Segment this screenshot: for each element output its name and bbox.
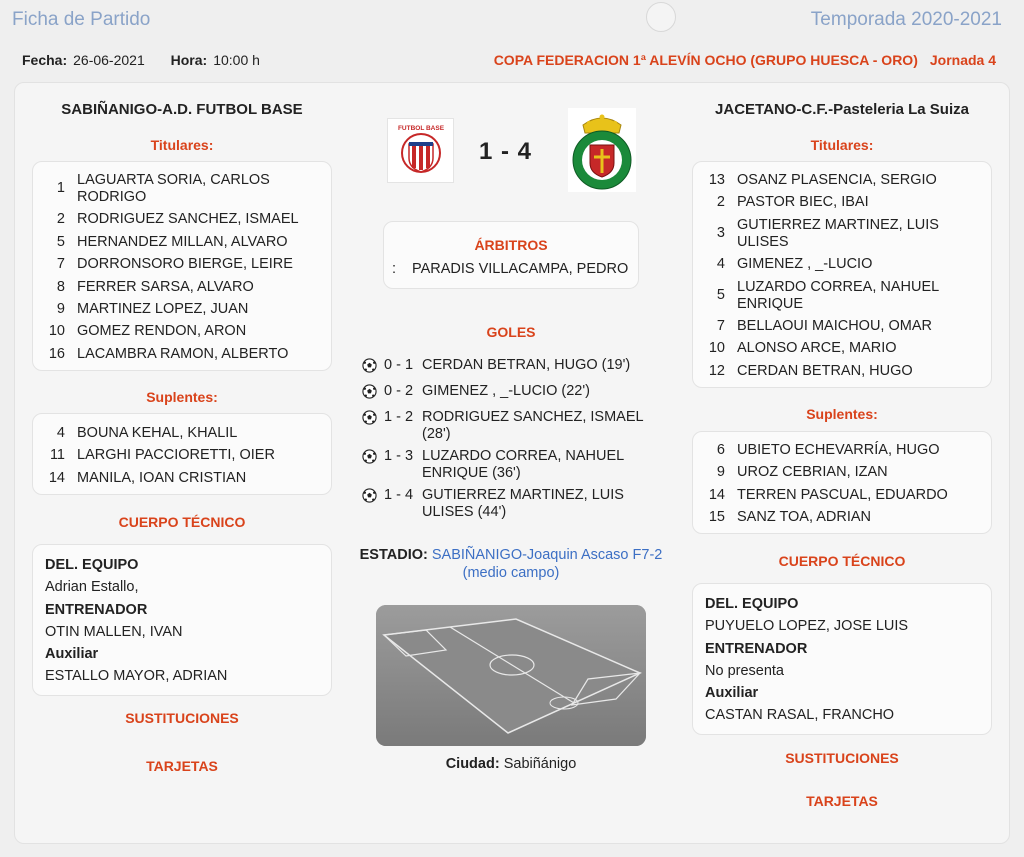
- player-row[interactable]: [693, 340, 991, 357]
- ciudad-label: Ciudad:: [445, 756, 500, 772]
- player-row[interactable]: [693, 256, 991, 273]
- staff-role: DEL. EQUIPO: [705, 596, 799, 612]
- away-sustituciones-title[interactable]: SUSTITUCIONES: [785, 750, 899, 766]
- goal-scorer: GIMENEZ , _-LUCIO (22'): [422, 383, 590, 399]
- staff-role: ENTRENADOR: [45, 601, 148, 618]
- ciudad-info: [352, 756, 670, 772]
- player-name[interactable]: TERREN PASCUAL, EDUARDO: [737, 486, 948, 503]
- goal-score: 1 - 4: [384, 487, 414, 503]
- goal-row: [362, 487, 662, 521]
- goal-scorer: CERDAN BETRAN, HUGO (19'): [422, 357, 631, 373]
- player-name[interactable]: LACAMBRA RAMON, ALBERTO: [77, 345, 289, 362]
- player-name[interactable]: MANILA, IOAN CRISTIAN: [77, 469, 247, 486]
- goal-scorer: LUZARDO CORREA, NAHUEL ENRIQUE (36'): [422, 448, 624, 481]
- player-number: 8: [56, 278, 65, 295]
- player-number: 16: [48, 345, 65, 362]
- player-number: 7: [716, 317, 725, 334]
- player-number: 5: [56, 233, 65, 250]
- player-row[interactable]: [693, 464, 991, 481]
- player-row[interactable]: [693, 487, 991, 504]
- player-name[interactable]: ALONSO ARCE, MARIO: [737, 340, 897, 357]
- match-score: 1 - 4: [479, 138, 533, 165]
- player-number: 11: [49, 447, 65, 464]
- player-row[interactable]: [33, 279, 331, 296]
- goal-score: 1 - 3: [384, 448, 414, 464]
- player-name[interactable]: BOUNA KEHAL, KHALIL: [77, 425, 238, 441]
- goal-row: [362, 357, 662, 378]
- staff-role: DEL. EQUIPO: [45, 557, 139, 573]
- player-row[interactable]: [33, 470, 331, 487]
- staff-name: PUYUELO LOPEZ, JOSE LUIS: [705, 618, 909, 635]
- away-team-name[interactable]: JACETANO-C.F.-Pasteleria La Suiza: [715, 101, 969, 118]
- player-name[interactable]: MARTINEZ LOPEZ, JUAN: [77, 300, 249, 317]
- player-name[interactable]: CERDAN BETRAN, HUGO: [737, 362, 913, 379]
- fecha-value: 26-06-2021: [73, 52, 145, 68]
- player-name[interactable]: PASTOR BIEC, IBAI: [737, 194, 869, 211]
- away-tarjetas-title[interactable]: TARJETAS: [806, 793, 878, 809]
- competition-name[interactable]: COPA FEDERACION 1ª ALEVÍN OCHO (GRUPO HUESCA - ORO): [493, 52, 918, 68]
- player-row[interactable]: [33, 323, 331, 340]
- player-name[interactable]: LAGUARTA SORIA, CARLOS RODRIGO: [77, 172, 270, 205]
- player-name[interactable]: HERNANDEZ MILLAN, ALVARO: [77, 233, 288, 250]
- player-number: 4: [716, 256, 725, 273]
- player-number: 10: [48, 323, 65, 340]
- home-team-logo[interactable]: [387, 118, 454, 183]
- arbitro-row: [384, 261, 638, 277]
- season-title: Temporada 2020-2021: [810, 9, 1002, 30]
- player-row[interactable]: [33, 256, 331, 273]
- player-name[interactable]: BELLAOUI MAICHOU, OMAR: [737, 317, 932, 334]
- goal-scorer: GUTIERREZ MARTINEZ, LUIS ULISES (44'): [422, 487, 624, 520]
- player-row[interactable]: [693, 363, 991, 380]
- player-number: 3: [716, 224, 725, 241]
- soccer-ball-icon: [362, 487, 384, 508]
- stadium-info: [352, 546, 670, 582]
- player-row[interactable]: [33, 447, 331, 464]
- home-crest-text: FUTBOL BASE: [397, 124, 444, 132]
- player-number: 13: [708, 172, 725, 188]
- staff-role: Auxiliar: [705, 685, 759, 702]
- player-name[interactable]: RODRIGUEZ SANCHEZ, ISMAEL: [77, 211, 299, 228]
- home-sustituciones-title[interactable]: SUSTITUCIONES: [125, 710, 239, 726]
- staff-name: CASTAN RASAL, FRANCHO: [705, 707, 895, 724]
- arbitros-card: [383, 221, 639, 289]
- goal-score: 0 - 2: [384, 383, 414, 399]
- home-team-name[interactable]: SABIÑANIGO-A.D. FUTBOL BASE: [61, 101, 303, 118]
- staff-list: [693, 584, 991, 736]
- staff-name: No presenta: [705, 662, 784, 679]
- competition-info: [494, 52, 996, 68]
- away-suplentes-title: Suplentes:: [806, 406, 878, 422]
- staff-name: OTIN MALLEN, IVAN: [45, 623, 183, 640]
- home-staff-card: [32, 544, 332, 696]
- away-cuerpo-tecnico-title: CUERPO TÉCNICO: [778, 553, 906, 569]
- staff-role: ENTRENADOR: [705, 640, 808, 657]
- player-row[interactable]: [693, 442, 991, 459]
- arbitro-prefix: :: [392, 261, 397, 277]
- player-number: 14: [708, 486, 725, 503]
- goal-score: 0 - 1: [384, 357, 414, 373]
- hora-value: 10:00 h: [213, 52, 260, 68]
- soccer-ball-icon: [362, 383, 384, 404]
- player-number: 4: [56, 425, 65, 441]
- page-title: Ficha de Partido: [12, 9, 151, 30]
- soccer-ball-icon: [362, 448, 384, 469]
- player-name[interactable]: UBIETO ECHEVARRÍA, HUGO: [737, 442, 940, 458]
- player-name[interactable]: SANZ TOA, ADRIAN: [737, 509, 872, 526]
- staff-name: Adrian Estallo,: [45, 579, 139, 596]
- player-number: 2: [716, 194, 725, 211]
- home-cuerpo-tecnico-title: CUERPO TÉCNICO: [118, 514, 246, 530]
- arbitro-name: PARADIS VILLACAMPA, PEDRO: [412, 261, 629, 277]
- player-row[interactable]: [33, 301, 331, 318]
- player-row[interactable]: [693, 217, 991, 251]
- decorative-circle: [646, 2, 676, 32]
- away-titulares-title: Titulares:: [810, 137, 874, 153]
- player-row[interactable]: [33, 211, 331, 228]
- estadio-value[interactable]: SABIÑANIGO-Joaquin Ascaso F7-2 (medio campo): [431, 547, 663, 581]
- player-name[interactable]: UROZ CEBRIAN, IZAN: [737, 464, 888, 481]
- player-row[interactable]: [693, 318, 991, 335]
- player-row[interactable]: [33, 425, 331, 442]
- match-date-time: [22, 52, 260, 68]
- away-team-logo[interactable]: [568, 108, 636, 192]
- hora-label: Hora:: [170, 52, 208, 68]
- player-number: 6: [716, 442, 725, 458]
- soccer-ball-icon: [362, 357, 384, 378]
- player-number: 7: [56, 256, 65, 273]
- staff-list: [33, 545, 331, 697]
- player-row[interactable]: [693, 194, 991, 211]
- goals-list: [362, 357, 662, 526]
- estadio-label: ESTADIO:: [359, 547, 428, 563]
- away-suplentes-card: [692, 431, 992, 534]
- player-name[interactable]: OSANZ PLASENCIA, SERGIO: [737, 172, 937, 188]
- player-number: 2: [56, 211, 65, 228]
- goles-title: GOLES: [486, 324, 536, 340]
- player-name[interactable]: DORRONSORO BIERGE, LEIRE: [77, 256, 293, 273]
- fecha-label: Fecha:: [22, 52, 68, 68]
- player-row[interactable]: [693, 172, 991, 189]
- player-name[interactable]: FERRER SARSA, ALVARO: [77, 278, 254, 295]
- player-row[interactable]: [33, 346, 331, 363]
- player-name[interactable]: LARGHI PACCIORETTI, OIER: [77, 447, 275, 464]
- stadium-field-image: [376, 605, 646, 746]
- home-crest-icon: [395, 122, 447, 180]
- soccer-ball-icon: [362, 409, 384, 430]
- player-number: 10: [708, 340, 725, 357]
- goal-scorer: RODRIGUEZ SANCHEZ, ISMAEL (28'): [422, 409, 644, 442]
- player-row[interactable]: [33, 234, 331, 251]
- ciudad-value: Sabiñánigo: [503, 756, 577, 772]
- staff-name: ESTALLO MAYOR, ADRIAN: [45, 668, 228, 685]
- home-suplentes-card: [32, 413, 332, 495]
- player-number: 15: [708, 509, 725, 526]
- player-name[interactable]: GUTIERREZ MARTINEZ, LUIS ULISES: [737, 216, 939, 250]
- player-number: 1: [56, 180, 65, 196]
- player-number: 12: [708, 362, 725, 379]
- home-titulares-title: Titulares:: [150, 137, 214, 153]
- player-row[interactable]: [693, 509, 991, 526]
- away-titulares-card: [692, 161, 992, 388]
- goal-score: 1 - 2: [384, 409, 414, 425]
- goal-row: [362, 409, 662, 443]
- player-name[interactable]: GIMENEZ , _-LUCIO: [737, 256, 873, 273]
- away-crest-icon: [569, 109, 635, 191]
- goal-row: [362, 448, 662, 482]
- player-name[interactable]: LUZARDO CORREA, NAHUEL ENRIQUE: [737, 278, 939, 312]
- home-suplentes-title: Suplentes:: [146, 389, 218, 405]
- away-staff-card: [692, 583, 992, 735]
- staff-role: Auxiliar: [45, 646, 99, 663]
- goal-row: [362, 383, 662, 404]
- player-number: 9: [716, 464, 725, 481]
- player-row[interactable]: [33, 172, 331, 206]
- player-row[interactable]: [693, 279, 991, 313]
- player-number: 9: [56, 300, 65, 317]
- player-number: 14: [48, 469, 65, 486]
- home-tarjetas-title[interactable]: TARJETAS: [146, 758, 218, 774]
- jornada-label: Jornada 4: [929, 52, 996, 68]
- player-name[interactable]: GOMEZ RENDON, ARON: [77, 323, 247, 340]
- arbitros-title: ÁRBITROS: [474, 237, 548, 253]
- player-number: 5: [716, 286, 725, 303]
- home-titulares-card: [32, 161, 332, 371]
